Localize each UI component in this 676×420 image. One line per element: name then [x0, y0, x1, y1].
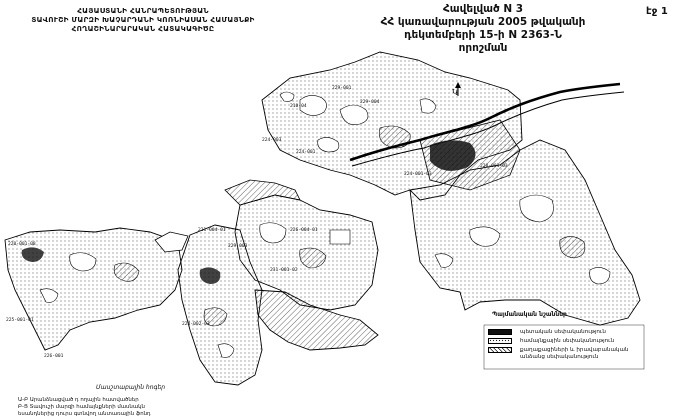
parcel-label: 221-004-01 [198, 228, 226, 233]
notes-line1: Ա-Բ Արանձնացված դ ողային հատվածներ [18, 397, 139, 403]
heading-left-line2: ՏԱՎՈՒՇԻ ՄԱՐԶԻ ԽԱՉԱՐԴԱՆԻ ԿՈՌՆԻԱՍԱՆ ՀԱՄԱՅՆՔԻ [31, 15, 255, 24]
parcel-label: 231-001-02 [270, 268, 298, 273]
parcel-label: 224-001 [296, 150, 316, 155]
parcel-label: 229-001 [332, 86, 352, 91]
parcel-label: 220-001-03 [480, 164, 508, 169]
legend-item [520, 354, 598, 361]
parcel-label: 226-001 [44, 354, 64, 359]
legend-swatch-solid [488, 329, 512, 335]
legend-label: քաղաքացիների և իրավաբանական [520, 347, 629, 353]
legend-swatch-hatch [488, 347, 512, 353]
north-mark: Կ [452, 88, 459, 97]
notes-line2: Բ-Ց Տավուշի մարզի համայնքների մասնակն [18, 404, 145, 410]
parcel-label: 224-003 [262, 138, 282, 143]
legend-item [488, 347, 628, 354]
parcel-label: 225-001-01 [6, 318, 34, 323]
page-number: էջ 1 [646, 6, 668, 17]
legend-label: համայնքային սեփականություն [520, 338, 615, 344]
scale-label: Մասշտաբային հոգեր [96, 384, 166, 391]
parcel-label: 220-001-08 [8, 242, 36, 247]
map-notes [18, 397, 151, 418]
legend-label: պետական սեփականություն [520, 329, 606, 335]
parcel-label: 229-004 [360, 100, 380, 105]
parcel-label: 224-002-03 [182, 322, 210, 327]
notes-line3: եսանդներից դուրս գտնվող անտառային ֆոնդ [18, 411, 151, 417]
parcel-label: 224-001-03 [404, 172, 432, 177]
heading-right-line3: դեկտեմբերի 15-ի N 2363-Ն որոշման [404, 29, 562, 54]
parcel-label: 226-004-01 [290, 228, 318, 233]
heading-left-line1: ՀԱՅԱՍՏԱՆԻ ՀԱՆՐԱՊԵՏՈՒԹՅԱՆ [77, 6, 209, 15]
heading-right-line2: ՀՀ կառավարության 2005 թվականի [380, 16, 586, 28]
legend-swatch-dots [488, 338, 512, 344]
legend-item [488, 338, 614, 345]
parcel-label: 229-003 [228, 244, 248, 249]
legend-title: Պայմանական նշաններ [492, 311, 567, 318]
parcel-label: 210-04 [290, 104, 307, 109]
legend-label: անձանց սեփականություն [520, 354, 599, 360]
legend-item [488, 329, 606, 336]
heading-right-line1: Հավելված N 3 [442, 3, 524, 15]
heading-left-line3: ՀՈՂԱՇԻՆԱՐԱՐԱԿԱՆ ՀԱՏԱԿԱԳԻԾԸ [71, 24, 215, 33]
